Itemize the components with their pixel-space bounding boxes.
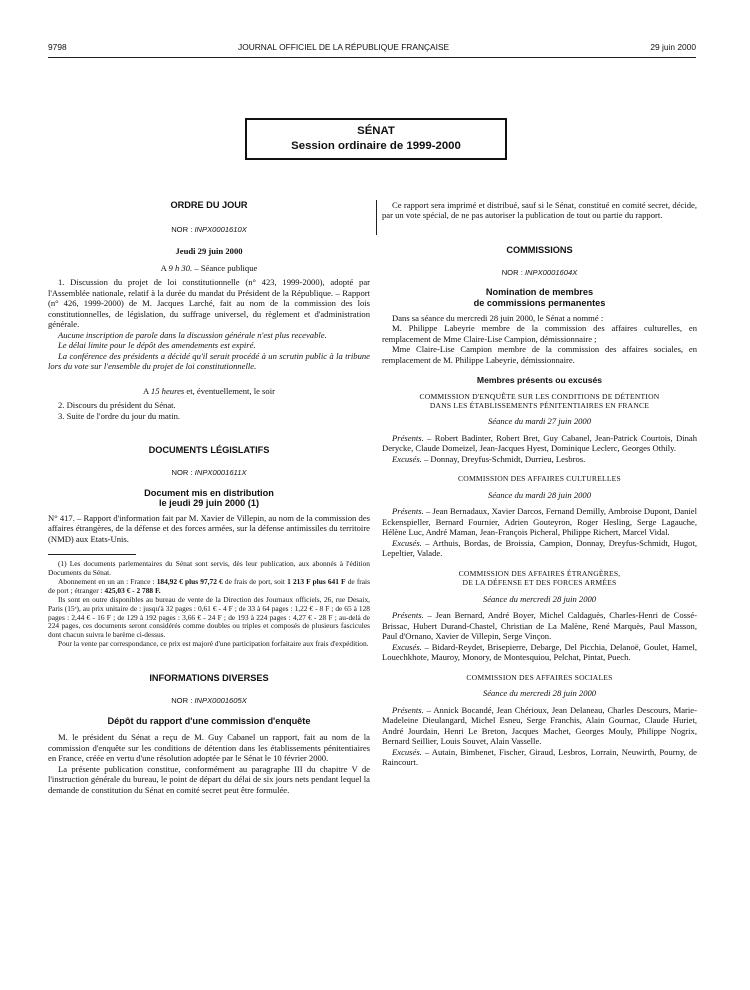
evening-line: A 15 heures et, éventuellement, le soir (143, 385, 275, 396)
agenda-note-2: Le délai limite pour le dépôt des amendements est expiré. (58, 340, 256, 351)
nor-documents: NOR : INPX0001611X (171, 468, 247, 478)
presents-sociales: Présents. – Annick Bocandé, Jean Chérioux, Jean Delaneau, Charles Descours, Marie-Madeleine Dieulangard, Michel Esneu, Serge Franchis, Alain Gournac, Claude Huriet, André Jourdain, Henri Le Breton, Jacques Machet, Georges Mouly, Philippe Nogrix, Bernard Seillier, Louis Souvet, Alain Vasselle. (382, 704, 697, 747)
subheading-nomination: Nomination de membres de commissions permanentes (473, 287, 606, 309)
title-box (245, 118, 507, 160)
nor-commissions: NOR : INPX0001604X (501, 268, 578, 278)
agenda-item-1: 1. Discussion du projet de loi constitutionnelle (n° 423, 1999-2000), adopté par l'Assemblée nationale, relatif à la durée du mandat du Président de la République. – Rapport (n° 426, 1999-2000) de M. Jacques Larché, fait au nom de la commission des lois constitutionnelles, de législation, du suffrage universel, du règlement et d'administration générale. (48, 277, 370, 330)
presents-enquete: Présents. – Robert Badinter, Robert Bret, Guy Cabanel, Jean-Patrick Courtois, Dinah Derycke, Claude Domeizel, Jean-Jacques Hyest, Dominique Leclerc, Georges Othily. (382, 432, 697, 454)
presents-culturelles: Présents. – Jean Bernadaux, Xavier Darcos, Fernand Demilly, Ambroise Dupont, Daniel Eckenspieller, Bernard Fournier, Adrien Gouteyron, Roger Hesling, Serge Lagauche, Hélène Luc, André Maman, Jean-François Picheral, Philippe Richert, Marcel Vidal. (382, 506, 697, 538)
commission-culturelles-title: COMMISSION DES AFFAIRES CULTURELLES (458, 474, 621, 484)
nomination-intro: Dans sa séance du mercredi 28 juin 2000, le Sénat a nommé : (392, 312, 604, 323)
running-header (48, 42, 696, 55)
heading-documents-legislatifs: DOCUMENTS LÉGISLATIFS (148, 445, 270, 456)
footnote-rule (48, 554, 136, 555)
right-column (382, 200, 697, 768)
agenda-note-3: La conférence des présidents a décidé qu'il serait procédé à un scrutin public à la tribune lors du vote sur l'ensemble du projet de loi constitutionnelle. (48, 350, 370, 372)
left-column (48, 200, 370, 795)
heading-informations-diverses: INFORMATIONS DIVERSES (149, 673, 269, 684)
header-rule (48, 57, 696, 58)
day-heading: Jeudi 29 juin 2000 (175, 246, 243, 257)
footnote-4: Pour la vente par correspondance, ce prix est majoré d'une participation forfaitaire aux frais d'expédition. (58, 639, 369, 649)
seance-sociales: Séance du mercredi 28 juin 2000 (482, 688, 597, 699)
subheading-depot-rapport: Dépôt du rapport d'une commission d'enquête (107, 715, 311, 726)
journal-title: JOURNAL OFFICIEL DE LA RÉPUBLIQUE FRANÇAISE (238, 42, 450, 52)
nor-informations: NOR : INPX0001605X (171, 696, 247, 706)
excuses-enquete: Excusés. – Donnay, Dreyfus-Schmidt, Durrieu, Lesbros. (392, 453, 586, 464)
subheading-document-distribution: Document mis en distribution le jeudi 29 juin 2000 (1) (144, 487, 274, 509)
agenda-item-3: 3. Suite de l'ordre du jour du matin. (58, 410, 181, 421)
footnote-2: Abonnement en un an : France : 184,92 € plus 97,72 € de frais de port, soit 1 213 F plus 641 F de frais de port ; étranger : 425,03 € - 2 788 F. (48, 577, 370, 595)
seance-culturelles: Séance du mardi 28 juin 2000 (487, 489, 592, 500)
info-para-3: Ce rapport sera imprimé et distribué, sauf si le Sénat, constitué en comité secret, décide, par un vote spécial, de ne pas autoriser la publication de tout ou partie du rapport. (382, 200, 697, 221)
header-date: 29 juin 2000 (650, 42, 696, 52)
seance-enquete: Séance du mardi 27 juin 2000 (487, 416, 592, 427)
footnote-1: (1) Les documents parlementaires du Sénat sont servis, dès leur publication, aux abonnés à l'édition Documents du Sénat. (48, 559, 370, 578)
info-para-1: M. le président du Sénat a reçu de M. Guy Cabanel un rapport, fait au nom de la commission d'enquête sur les conditions de détention dans les établissements pénitentiaires en France, créée en vertu d'une résolution adoptée par le Sénat le 10 février 2000. (48, 732, 370, 764)
footnote-3: Ils sont en outre disponibles au bureau de vente de la Direction des Journaux officiels, 26, rue Desaix, Paris (15ᵉ), au prix unitaire de : jusqu'à 32 pages : 0,61 € - 4 F ; de 33 à 64 pages : 1,22 € - 8 F ; de 65 à 128 pages : 2,44 € - 16 F ; de 129 à 192 pages : 3,66 € - 24 F ; de 193 à 224 pages : 4,27 € - 28 F ; au-delà de 224 pages, ces documents seront considérés comme doubles ou triples et composés de plusieurs fascicules dont chacun suivra le barème ci-dessus. (48, 594, 370, 640)
title-session: Session ordinaire de 1999-2000 (291, 140, 461, 153)
column-divider (376, 200, 377, 235)
commission-etrangeres-title: COMMISSION DES AFFAIRES ÉTRANGÈRES, DE LA DÉFENSE ET DES FORCES ARMÉES (458, 568, 621, 588)
subheading-membres: Membres présents ou excusés (476, 375, 603, 386)
commission-enquete-title: COMMISSION D'ENQUÊTE SUR LES CONDITIONS DE DÉTENTION DANS LES ÉTABLISSEMENTS PÉNITENTIAIRES EN FRANCE (419, 391, 660, 410)
nor-ordre-du-jour: NOR : INPX0001610X (171, 225, 247, 235)
nomination-1: M. Philippe Labeyrie membre de la commission des affaires culturelles, en remplacement de Mme Claire-Lise Campion, démissionnaire ; (382, 323, 697, 344)
heading-commissions: COMMISSIONS (506, 244, 573, 255)
nomination-2: Mme Claire-Lise Campion membre de la commission des affaires sociales, en remplacement de M. Philippe Labeyrie, démissionnaire. (382, 344, 697, 365)
document-entry: N° 417. – Rapport d'information fait par M. Xavier de Villepin, au nom de la commission des affaires étrangères, de la défense et des forces armées, sur la défense antimissiles du territoire (NMD) aux Etats-Unis. (48, 512, 370, 544)
excuses-sociales: Excusés. – Autain, Bimbenet, Fischer, Giraud, Lesbros, Lorrain, Neuwirth, Pourny, de Raincourt. (382, 746, 697, 768)
agenda-note-1: Aucune inscription de parole dans la discussion générale n'est plus recevable. (58, 329, 327, 340)
heading-ordre-du-jour: ORDRE DU JOUR (170, 200, 248, 210)
excuses-culturelles: Excusés. – Arthuis, Bordas, de Broissia, Campion, Donnay, Dreyfus-Schmidt, Hugot, Lepeltier, Valade. (382, 537, 697, 559)
commission-sociales-title: COMMISSION DES AFFAIRES SOCIALES (466, 672, 613, 682)
seance-line: A 9 h 30. – Séance publique (160, 262, 258, 273)
info-para-2: La présente publication constitue, conformément au paragraphe III du chapitre V de l'instruction générale du bureau, le point de départ du délai de six jours nets pendant lequel la demande de constitution du Sénat en comité secret peut être formulée. (48, 763, 370, 795)
title-senat: SÉNAT (357, 125, 395, 137)
agenda-item-2: 2. Discours du président du Sénat. (58, 400, 176, 411)
seance-etrangeres: Séance du mercredi 28 juin 2000 (482, 593, 597, 604)
excuses-etrangeres: Excusés. – Bidard-Reydet, Brisepierre, Debarge, Del Picchia, Delanoë, Goulet, Hamel, Louechkhote, Mauroy, Monory, de Montesquiou, Pelchat, Pintat, Puech. (382, 641, 698, 663)
presents-etrangeres: Présents. – Jean Bernard, André Boyer, Michel Caldaguès, Charles-Henri de Cossé-Brissac, Hubert Durand-Chastel, Christian de La Malène, René Marquès, Paul Masson, Paul d'Ornano, Xavier de Villepin, Serge Vinçon. (382, 610, 697, 642)
page-number: 9798 (48, 42, 67, 52)
